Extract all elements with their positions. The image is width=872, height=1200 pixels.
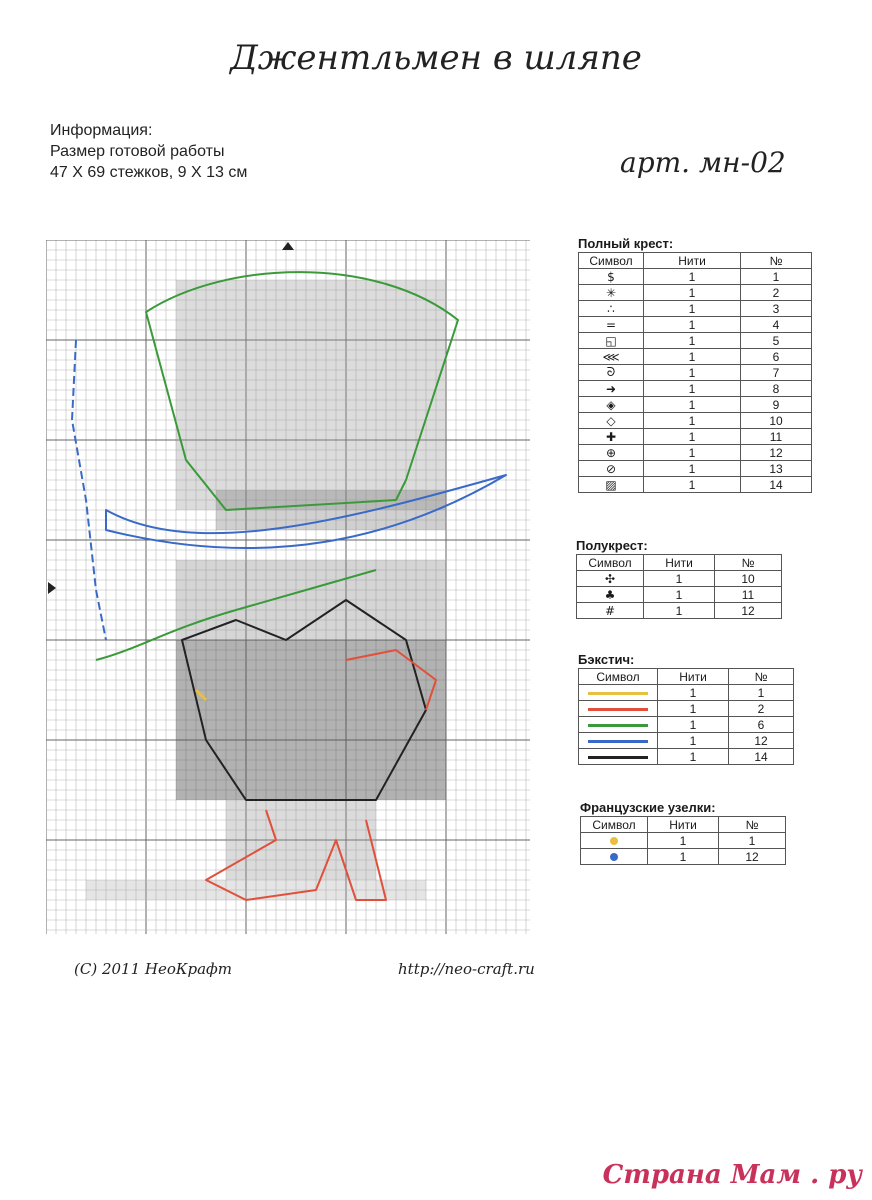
legend-number: 12: [741, 445, 812, 461]
legend-threads: 1: [644, 381, 741, 397]
legend-number: 5: [741, 333, 812, 349]
legend-symbol: ✚: [579, 429, 644, 445]
info-block: [50, 120, 247, 183]
legend-threads: 1: [658, 701, 729, 717]
copyright-text: (С) 2011 НеоКрафт: [74, 960, 232, 978]
backstitch-line-icon: [588, 724, 648, 727]
legend-symbol: ⋘: [579, 349, 644, 365]
legend-row: [579, 749, 794, 765]
legend-symbol: ✳: [579, 285, 644, 301]
legend-threads: 1: [644, 317, 741, 333]
legend-threads: 1: [658, 717, 729, 733]
legend-threads: 1: [644, 477, 741, 493]
legend-symbol: ⊕: [579, 445, 644, 461]
article-number: арт. мн-02: [620, 146, 786, 179]
watermark-logo: Страна Мам . ру: [602, 1160, 862, 1190]
legend-row: [579, 349, 812, 365]
legend-threads: 1: [644, 445, 741, 461]
legend-french-knots-title: Французские узелки:: [580, 800, 716, 815]
legend-symbol: ◈: [579, 397, 644, 413]
legend-row: [579, 269, 812, 285]
legend-row: [581, 849, 786, 865]
legend-french-knots: [580, 800, 786, 865]
legend-number: 12: [719, 849, 786, 865]
legend-number: 9: [741, 397, 812, 413]
legend-threads: 1: [658, 685, 729, 701]
legend-number: 7: [741, 365, 812, 381]
legend-row: [579, 445, 812, 461]
column-threads: Нити: [644, 555, 715, 571]
column-threads: Нити: [658, 669, 729, 685]
legend-number: 1: [719, 833, 786, 849]
legend-number: 10: [715, 571, 782, 587]
column-symbol: Символ: [581, 817, 648, 833]
legend-symbol: [581, 849, 648, 865]
legend-backstitch-title: Бэкстич:: [578, 652, 635, 667]
legend-number: 14: [729, 749, 794, 765]
column-number: №: [741, 253, 812, 269]
legend-row: [577, 603, 782, 619]
legend-full-cross: [578, 236, 812, 493]
legend-symbol: [579, 749, 658, 765]
legend-threads: 1: [644, 397, 741, 413]
legend-symbol: ◇: [579, 413, 644, 429]
legend-number: 10: [741, 413, 812, 429]
legend-symbol: ♣: [577, 587, 644, 603]
legend-threads: 1: [658, 749, 729, 765]
legend-symbol: ➜: [579, 381, 644, 397]
legend-row: [579, 397, 812, 413]
column-threads: Нити: [644, 253, 741, 269]
legend-number: 14: [741, 477, 812, 493]
legend-row: [579, 365, 812, 381]
legend-number: 6: [741, 349, 812, 365]
legend-row: [579, 285, 812, 301]
backstitch-line-icon: [588, 756, 648, 759]
legend-threads: 1: [644, 429, 741, 445]
legend-threads: 1: [644, 587, 715, 603]
legend-symbol: ∴: [579, 301, 644, 317]
legend-number: 12: [715, 603, 782, 619]
legend-threads: 1: [644, 349, 741, 365]
legend-symbol: ⊘: [579, 461, 644, 477]
legend-threads: 1: [644, 285, 741, 301]
legend-number: 12: [729, 733, 794, 749]
pattern-grid: [46, 240, 530, 934]
column-threads: Нити: [648, 817, 719, 833]
legend-number: 11: [741, 429, 812, 445]
french-knot-icon: [610, 837, 618, 845]
legend-row: [579, 733, 794, 749]
french-knot-icon: [610, 853, 618, 861]
legend-number: 13: [741, 461, 812, 477]
legend-threads: 1: [648, 833, 719, 849]
legend-row: [579, 301, 812, 317]
center-marker-left-icon: [48, 582, 56, 594]
column-number: №: [729, 669, 794, 685]
legend-half-cross-table: [576, 554, 782, 619]
ground-area: [86, 880, 426, 900]
legend-number: 6: [729, 717, 794, 733]
legend-symbol: ✣: [577, 571, 644, 587]
legend-row: [579, 381, 812, 397]
site-url[interactable]: http://neo-craft.ru: [398, 960, 535, 978]
legend-row: [579, 333, 812, 349]
legend-symbol: [579, 701, 658, 717]
hat-crown-area: [176, 280, 446, 510]
legend-number: 2: [741, 285, 812, 301]
legend-symbol: [579, 733, 658, 749]
backstitch-line-icon: [588, 692, 648, 695]
legend-number: 1: [741, 269, 812, 285]
legend-number: 1: [729, 685, 794, 701]
legend-row: [577, 571, 782, 587]
legend-threads: 1: [648, 849, 719, 865]
legend-symbol: $: [579, 269, 644, 285]
legend-number: 8: [741, 381, 812, 397]
column-symbol: Символ: [579, 253, 644, 269]
column-symbol: Символ: [577, 555, 644, 571]
center-marker-top-icon: [282, 242, 294, 250]
info-size-value: 47 X 69 стежков, 9 X 13 см: [50, 164, 248, 181]
column-number: №: [719, 817, 786, 833]
legend-row: [579, 717, 794, 733]
legend-threads: 1: [644, 571, 715, 587]
legend-half-cross: [576, 538, 782, 619]
legend-full-cross-title: Полный крест:: [578, 236, 674, 251]
legend-row: [579, 413, 812, 429]
cross-stitch-chart: [46, 240, 530, 939]
legend-row: [579, 701, 794, 717]
legend-row: [579, 477, 812, 493]
legend-half-cross-title: Полукрест:: [576, 538, 648, 553]
legend-number: 2: [729, 701, 794, 717]
legend-threads: 1: [658, 733, 729, 749]
legend-threads: 1: [644, 269, 741, 285]
legend-row: [579, 461, 812, 477]
legend-row: [577, 587, 782, 603]
legend-symbol: ▨: [579, 477, 644, 493]
legend-full-cross-table: [578, 252, 812, 493]
legend-backstitch-table: [578, 668, 794, 765]
legend-threads: 1: [644, 413, 741, 429]
legend-threads: 1: [644, 461, 741, 477]
backstitch-line-icon: [588, 708, 648, 711]
page-title: Джентльмен в шляпе: [230, 38, 642, 78]
legend-number: 11: [715, 587, 782, 603]
legend-threads: 1: [644, 333, 741, 349]
legend-threads: 1: [644, 603, 715, 619]
legend-threads: 1: [644, 301, 741, 317]
legend-backstitch: [578, 652, 794, 765]
legend-symbol: ◱: [579, 333, 644, 349]
info-size-label: Размер готовой работы: [50, 143, 225, 160]
column-symbol: Символ: [579, 669, 658, 685]
hat-band-area: [216, 490, 446, 530]
legend-row: [581, 833, 786, 849]
legend-number: 3: [741, 301, 812, 317]
info-heading: Информация:: [50, 122, 153, 139]
legend-symbol: #: [577, 603, 644, 619]
legend-symbol: [579, 717, 658, 733]
trousers-area: [226, 800, 376, 880]
legend-symbol: [581, 833, 648, 849]
legend-row: [579, 317, 812, 333]
legend-french-knots-table: [580, 816, 786, 865]
column-number: №: [715, 555, 782, 571]
legend-row: [579, 429, 812, 445]
legend-symbol: [579, 685, 658, 701]
coat-area: [176, 640, 446, 800]
legend-symbol: ᘐ: [579, 365, 644, 381]
backstitch-line-icon: [588, 740, 648, 743]
legend-number: 4: [741, 317, 812, 333]
legend-symbol: =: [579, 317, 644, 333]
legend-row: [579, 685, 794, 701]
legend-threads: 1: [644, 365, 741, 381]
